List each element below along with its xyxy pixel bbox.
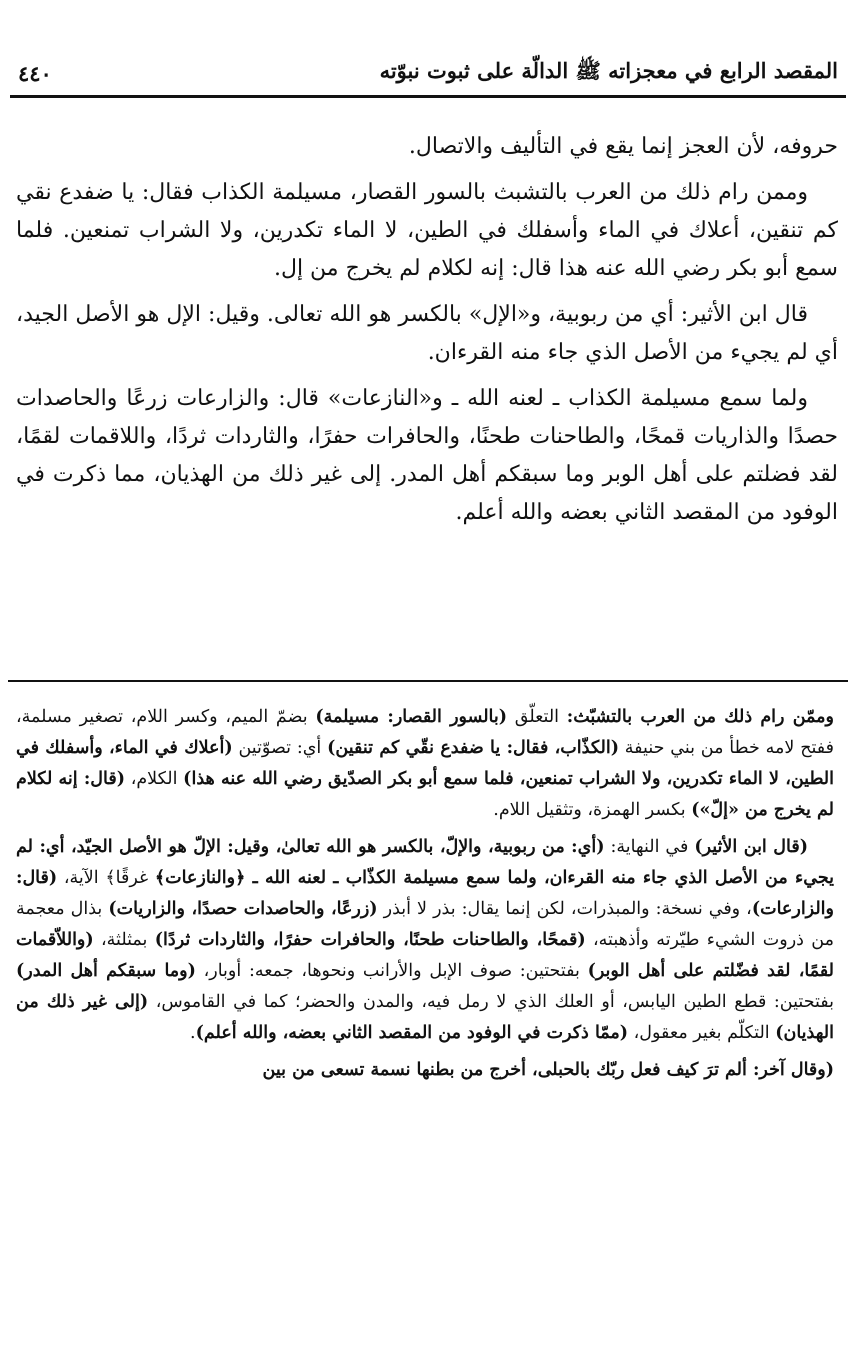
quoted-matn: (وقال آخر: ألم ترَ كيف فعل ربّك بالحبلى، أخرج من بطنها نسمة تسعى من بين	[262, 1060, 834, 1080]
quoted-matn: (وما سبقكم أهل المدر)	[16, 961, 196, 981]
commentary-text: أي: تصوّتين	[232, 738, 328, 758]
commentary-text: ، وفي نسخة: والمبذرات، لكن إنما يقال: بذر لا أبذر	[377, 899, 752, 919]
quoted-matn: وممّن رام ذلك من العرب بالتشبّث:	[566, 707, 834, 727]
quoted-matn: (قمحًا، والطاحنات طحنًا، والحافرات حفرًا، والثاردات ثردًا)	[154, 930, 586, 950]
commentary-text: في النهاية:	[604, 837, 695, 857]
commentary-paragraph	[16, 832, 834, 1049]
quoted-matn: (واللاّقمات لقمًا، لقد فضّلتم على أهل الوبر)	[16, 930, 834, 981]
commentary-paragraph	[16, 702, 834, 826]
quoted-matn: (أعلاك في الماء، وأسفلك في الطين، لا الماء تكدرين، ولا الشراب تمنعين، فلما سمع أبو بكر الصدّيق رضي الله عنه هذا)	[16, 738, 834, 789]
quoted-matn: (قال: إنه لكلام لم يخرج من «إلّ»)	[16, 769, 834, 820]
quoted-matn: (بالسور القصار: مسيلمة)	[315, 707, 508, 727]
quoted-matn: (قال: والزارعات)	[16, 868, 834, 919]
quoted-matn: (إلى غير ذلك من الهذيان)	[16, 992, 834, 1043]
main-paragraph: قال ابن الأثير: أي من ربوبية، و«الإل» بالكسر هو الله تعالى. وقيل: الإل هو الأصل الجيد، أي لم يجيء من الأصل الذي جاء منه القرءان.	[16, 302, 838, 365]
commentary-text: بكسر الهمزة، وتثقيل اللام.	[493, 800, 692, 820]
main-paragraph: حروفه، لأن العجز إنما يقع في التأليف والاتصال.	[408, 134, 838, 159]
commentary-text: غرقًا﴾ الآية،	[57, 868, 155, 888]
quoted-matn: (ممّا ذكرت في الوفود من المقصد الثاني بعضه، والله أعلم)	[195, 1023, 629, 1043]
commentary-text: بمثلثة،	[93, 930, 155, 950]
commentary	[16, 702, 834, 1092]
commentary-paragraph	[16, 1055, 834, 1086]
commentary-text: الكلام،	[125, 769, 184, 789]
commentary-text: .	[190, 1023, 196, 1043]
commentary-text: بذال معجمة من ذروت الشيء طيّرته وأذهبته،	[16, 899, 835, 950]
quoted-matn: (الكذّاب، فقال: يا ضفدع نقّي كم تنقين)	[327, 738, 619, 758]
commentary-text: التعلّق	[507, 707, 567, 727]
running-title: المقصد الرابع في معجزاته ﷺ الدالّة على ثبوت نبوّته	[379, 57, 838, 83]
header-rule	[10, 95, 846, 98]
main-paragraph: وممن رام ذلك من العرب بالتشبث بالسور القصار، مسيلمة الكذاب فقال: يا ضفدع نقي كم تنقين، أعلاك في الماء وأسفلك في الطين، لا الماء تكدرين، ولا الشراب تمنعين. فلما سمع أبو بكر رضي الله عنه هذا قال: إنه لكلام لم يخرج من إل.	[16, 180, 838, 281]
section-separator	[8, 680, 848, 682]
commentary-text: التكلّم بغير معقول،	[628, 1023, 776, 1043]
commentary-text: بفتحتين: قطع الطين اليابس، أو العلك الذي لا رمل فيه، والمدن والحضر؛ كما في القاموس،	[148, 992, 834, 1012]
quoted-matn: (زرعًا، والحاصدات حصدًا، والزاريات)	[108, 899, 378, 919]
main-text	[16, 128, 838, 540]
main-paragraph: ولما سمع مسيلمة الكذاب ـ لعنه الله ـ و«النازعات» قال: والزارعات زرعًا والحاصدات حصدًا والذاريات قمحًا، والطاحنات طحنًا، والحافرات حفرًا، والثاردات ثردًا، واللاقمات لقمًا، لقد فضلتم على أهل الوبر وما سبقكم أهل المدر. إلى غير ذلك من الهذيان، مما ذكرت في الوفود من المقصد الثاني بعضه والله أعلم.	[16, 386, 838, 525]
quoted-matn: (أي: من ربوبية، والإلّ، بالكسر هو الله تعالىٰ، وقيل: الإلّ هو الأصل الجيّد، أي: لم يجيء من الأصل الذي جاء منه القرءان، ولما سمع مسيلمة الكذّاب ـ لعنه الله ـ ﴿والنازعات﴾	[16, 837, 834, 888]
commentary-text: بضمّ الميم، وكسر اللام، تصغير مسلمة، ففتح لامه خطأ من بني حنيفة	[16, 707, 834, 758]
page-header	[18, 52, 838, 94]
page-number: ٤٤٠	[18, 60, 52, 86]
quoted-matn: (قال ابن الأثير)	[694, 837, 808, 857]
commentary-text: بفتحتين: صوف الإبل والأرانب ونحوها، جمعه: أوبار،	[195, 961, 588, 981]
